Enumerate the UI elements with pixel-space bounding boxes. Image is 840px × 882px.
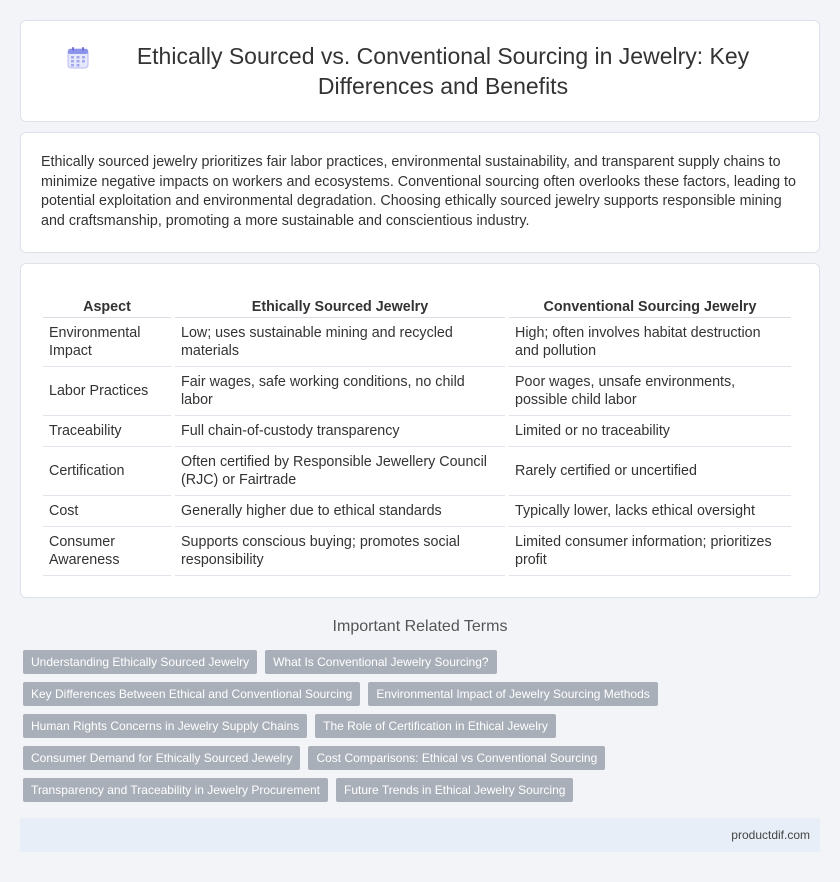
table-row	[43, 496, 791, 527]
tag-row	[23, 714, 813, 738]
tag-link[interactable]: Cost Comparisons: Ethical vs Conventional Sourcing	[308, 746, 605, 770]
column-header-aspect: Aspect	[43, 290, 171, 318]
page-title: Ethically Sourced vs. Conventional Sourcing in Jewelry: Key Differences and Benefits	[136, 43, 750, 99]
table-cell-aspect: Certification	[43, 447, 171, 496]
tag-link[interactable]: What Is Conventional Jewelry Sourcing?	[265, 650, 496, 674]
tag-link[interactable]: Human Rights Concerns in Jewelry Supply Chains	[23, 714, 307, 738]
table-cell-conventional: Rarely certified or uncertified	[509, 447, 791, 496]
table-cell-ethical: Full chain-of-custody transparency	[175, 416, 505, 447]
intro-text: Ethically sourced jewelry prioritizes fair labor practices, environmental sustainability, and transparent supply chains to minimize negative impacts on workers and ecosystems. Conventional sourcing often overlooks these factors, leading to potential exploitation and environmental degradation. Choosing ethically sourced jewelry supports responsible mining and craftsmanship, promoting a more sustainable and conscientious industry.	[41, 154, 796, 229]
table-row	[43, 527, 791, 576]
tag-link[interactable]: Environmental Impact of Jewelry Sourcing Methods	[368, 682, 657, 706]
tag-row	[23, 778, 813, 802]
table-row	[43, 416, 791, 447]
tag-link[interactable]: Future Trends in Ethical Jewelry Sourcing	[336, 778, 573, 802]
table-row	[43, 318, 791, 367]
footer-bar	[20, 818, 820, 852]
related-terms-tags	[23, 650, 813, 810]
table-cell-ethical: Low; uses sustainable mining and recycled materials	[175, 318, 505, 367]
tag-link[interactable]: Understanding Ethically Sourced Jewelry	[23, 650, 257, 674]
table-header-row	[43, 290, 791, 318]
table-cell-aspect: Cost	[43, 496, 171, 527]
table-cell-conventional: Typically lower, lacks ethical oversight	[509, 496, 791, 527]
table-cell-ethical: Supports conscious buying; promotes social responsibility	[175, 527, 505, 576]
table-cell-aspect: Environmental Impact	[43, 318, 171, 367]
tag-row	[23, 746, 813, 770]
table-row	[43, 447, 791, 496]
table-cell-conventional: Limited or no traceability	[509, 416, 791, 447]
related-terms-title: Important Related Terms	[332, 618, 508, 635]
table-cell-aspect: Traceability	[43, 416, 171, 447]
table-cell-ethical: Fair wages, safe working conditions, no child labor	[175, 367, 505, 416]
table-cell-conventional: Poor wages, unsafe environments, possible child labor	[509, 367, 791, 416]
tag-link[interactable]: Key Differences Between Ethical and Conventional Sourcing	[23, 682, 360, 706]
calendar-icon	[67, 47, 89, 69]
table-cell-aspect: Labor Practices	[43, 367, 171, 416]
table-cell-aspect: Consumer Awareness	[43, 527, 171, 576]
table-cell-conventional: High; often involves habitat destruction and pollution	[509, 318, 791, 367]
column-header-ethical: Ethically Sourced Jewelry	[175, 290, 505, 318]
tag-link[interactable]: The Role of Certification in Ethical Jewelry	[315, 714, 556, 738]
header-card	[20, 20, 820, 122]
comparison-table	[39, 290, 795, 576]
tag-link[interactable]: Consumer Demand for Ethically Sourced Jewelry	[23, 746, 300, 770]
footer-site-link[interactable]: productdif.com	[731, 828, 810, 842]
related-terms-section	[0, 618, 840, 652]
comparison-table-card	[20, 263, 820, 598]
table-cell-ethical: Generally higher due to ethical standards	[175, 496, 505, 527]
intro-card	[20, 132, 820, 253]
tag-row	[23, 650, 813, 674]
table-cell-ethical: Often certified by Responsible Jewellery Council (RJC) or Fairtrade	[175, 447, 505, 496]
column-header-conventional: Conventional Sourcing Jewelry	[509, 290, 791, 318]
table-cell-conventional: Limited consumer information; prioritizes profit	[509, 527, 791, 576]
table-row	[43, 367, 791, 416]
tag-link[interactable]: Transparency and Traceability in Jewelry Procurement	[23, 778, 328, 802]
tag-row	[23, 682, 813, 706]
